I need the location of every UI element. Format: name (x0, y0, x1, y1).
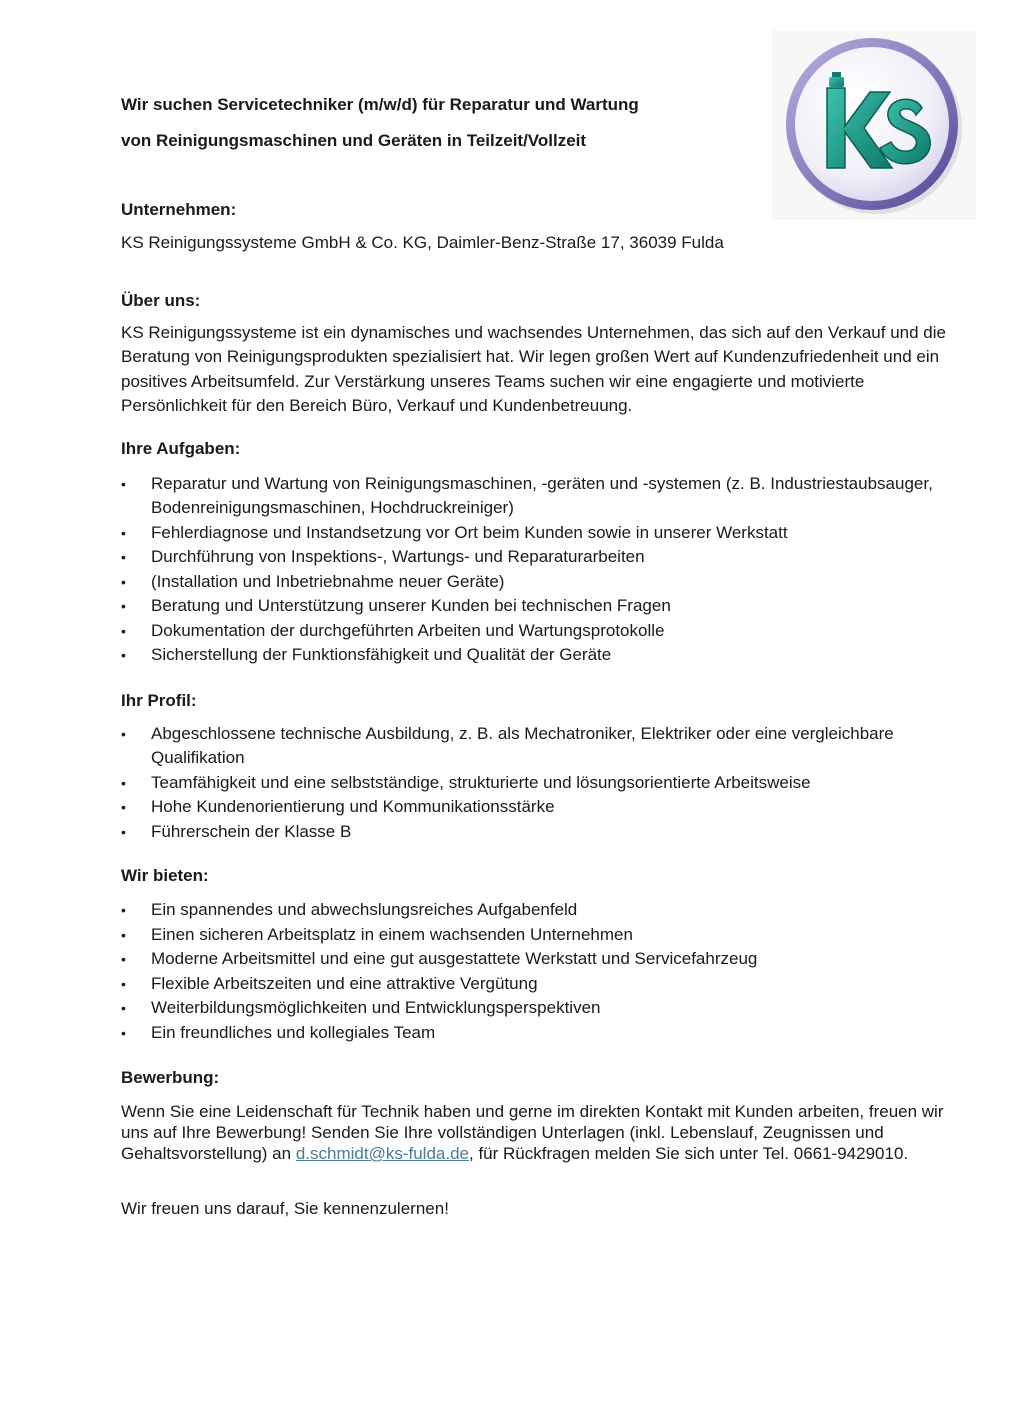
bullet-icon: • (121, 524, 126, 541)
bullet-icon: • (121, 799, 126, 815)
application-text-after: , für Rückfragen melden Sie sich unter Tel. 0661-9429010. (469, 1144, 909, 1163)
about-text: KS Reinigungssysteme ist ein dynamisches und wachsendes Unternehmen, das sich auf den Verkauf und die Beratung von Reinigungsprodukten spezialisiert hat. Wir legen großen Wert auf Kundenzufriedenheit und ein positives Arbeitsumfeld. Zur Verstärkung unseres Teams suchen wir eine engagierte und motivierte Persönlichkeit für den Bereich Büro, Verkauf und Kundenbetreuung. (121, 322, 946, 415)
bullet-icon: • (121, 573, 126, 590)
list-item (121, 947, 951, 972)
list-item-text: Teamfähigkeit und eine selbstständige, strukturierte und lösungsorientierte Arbeitsweise (151, 772, 811, 792)
offer-list (121, 898, 951, 1045)
list-item-text: Ein freundliches und kollegiales Team (151, 1022, 436, 1042)
list-item (121, 619, 951, 644)
bullet-icon: • (121, 926, 126, 943)
list-item (121, 722, 951, 771)
list-item-text: Flexible Arbeitszeiten und eine attraktive Vergütung (151, 973, 538, 993)
bullet-icon: • (121, 902, 126, 918)
list-item-text: Hohe Kundenorientierung und Kommunikationsstärke (151, 797, 555, 816)
bullet-icon: • (121, 951, 126, 967)
list-item (121, 521, 951, 546)
profile-heading: Ihr Profil: (121, 690, 197, 710)
email-link[interactable]: d.schmidt@ks-fulda.de (295, 1144, 469, 1163)
list-item (121, 996, 951, 1021)
list-item (121, 972, 951, 997)
about-heading: Über uns: (121, 290, 201, 310)
bullet-icon: • (121, 725, 126, 742)
list-item (121, 898, 951, 923)
bullet-icon: • (121, 975, 126, 992)
offer-heading: Wir bieten: (121, 866, 209, 885)
closing-text: Wir freuen uns darauf, Sie kennenzulernen! (121, 1199, 449, 1218)
profile-list (121, 722, 951, 845)
tasks-heading: Ihre Aufgaben: (121, 438, 241, 458)
list-item-text: Beratung und Unterstützung unserer Kunden bei technischen Fragen (151, 596, 671, 615)
bullet-icon: • (121, 823, 126, 840)
list-item (121, 923, 951, 948)
list-item (121, 570, 951, 595)
bullet-icon: • (121, 598, 126, 614)
application-heading: Bewerbung: (121, 1068, 220, 1087)
application-text (121, 1101, 951, 1164)
company-text: KS Reinigungssysteme GmbH & Co. KG, Daimler-Benz-Straße 17, 36039 Fulda (121, 233, 724, 252)
list-item-text: Sicherstellung der Funktionsfähigkeit und Qualität der Geräte (151, 645, 612, 664)
bullet-icon: • (121, 549, 126, 565)
tasks-list (121, 472, 951, 668)
list-item (121, 1021, 951, 1046)
bullet-icon: • (121, 1024, 126, 1041)
bullet-icon: • (121, 475, 126, 492)
page-title-line-2: von Reinigungsmaschinen und Geräten in Teilzeit/Vollzeit (121, 131, 587, 150)
list-item-text: Fehlerdiagnose und Instandsetzung vor Ort beim Kunden sowie in unserer Werkstatt (151, 522, 788, 542)
list-item-text: Dokumentation der durchgeführten Arbeiten und Wartungsprotokolle (151, 620, 665, 640)
list-item-text: Durchführung von Inspektions-, Wartungs- und Reparaturarbeiten (151, 547, 645, 566)
bullet-icon: • (121, 647, 126, 663)
list-item (121, 594, 951, 619)
list-item (121, 472, 951, 521)
list-item-text: (Installation und Inbetriebnahme neuer Geräte) (151, 571, 505, 591)
list-item (121, 545, 951, 570)
list-item-text: Moderne Arbeitsmittel und eine gut ausgestattete Werkstatt und Servicefahrzeug (151, 949, 758, 968)
list-item-text: Ein spannendes und abwechslungsreiches Aufgabenfeld (151, 900, 578, 919)
list-item (121, 643, 951, 668)
list-item-text: Weiterbildungsmöglichkeiten und Entwicklungsperspektiven (151, 998, 601, 1017)
list-item-text: Reparatur und Wartung von Reinigungsmaschinen, -geräten und -systemen (z. B. Industriestaubsauger, Bodenreinigungsmaschinen, Hochdruckreiniger) (151, 473, 933, 517)
bullet-icon: • (121, 774, 126, 791)
bullet-icon: • (121, 1000, 126, 1016)
bullet-icon: • (121, 622, 126, 639)
list-item-text: Führerschein der Klasse B (151, 821, 352, 841)
company-heading: Unternehmen: (121, 200, 237, 219)
document-body (121, 94, 951, 1222)
list-item (121, 820, 951, 845)
application-text-before: Wenn Sie eine Leidenschaft für Technik haben und gerne im direkten Kontakt mit Kunden arbeiten, freuen wir uns auf Ihre Bewerbung! Senden Sie Ihre vollständigen Unterlagen (inkl. Lebenslauf, Zeugnissen und Gehaltsvorstellung) an (121, 1102, 944, 1163)
page-title-line-1: Wir suchen Servicetechniker (m/w/d) für Reparatur und Wartung (121, 95, 639, 114)
list-item (121, 795, 951, 820)
list-item-text: Einen sicheren Arbeitsplatz in einem wachsenden Unternehmen (151, 924, 633, 944)
list-item-text: Abgeschlossene technische Ausbildung, z. B. als Mechatroniker, Elektriker oder eine vergleichbare Qualifikation (151, 723, 894, 767)
list-item (121, 771, 951, 796)
